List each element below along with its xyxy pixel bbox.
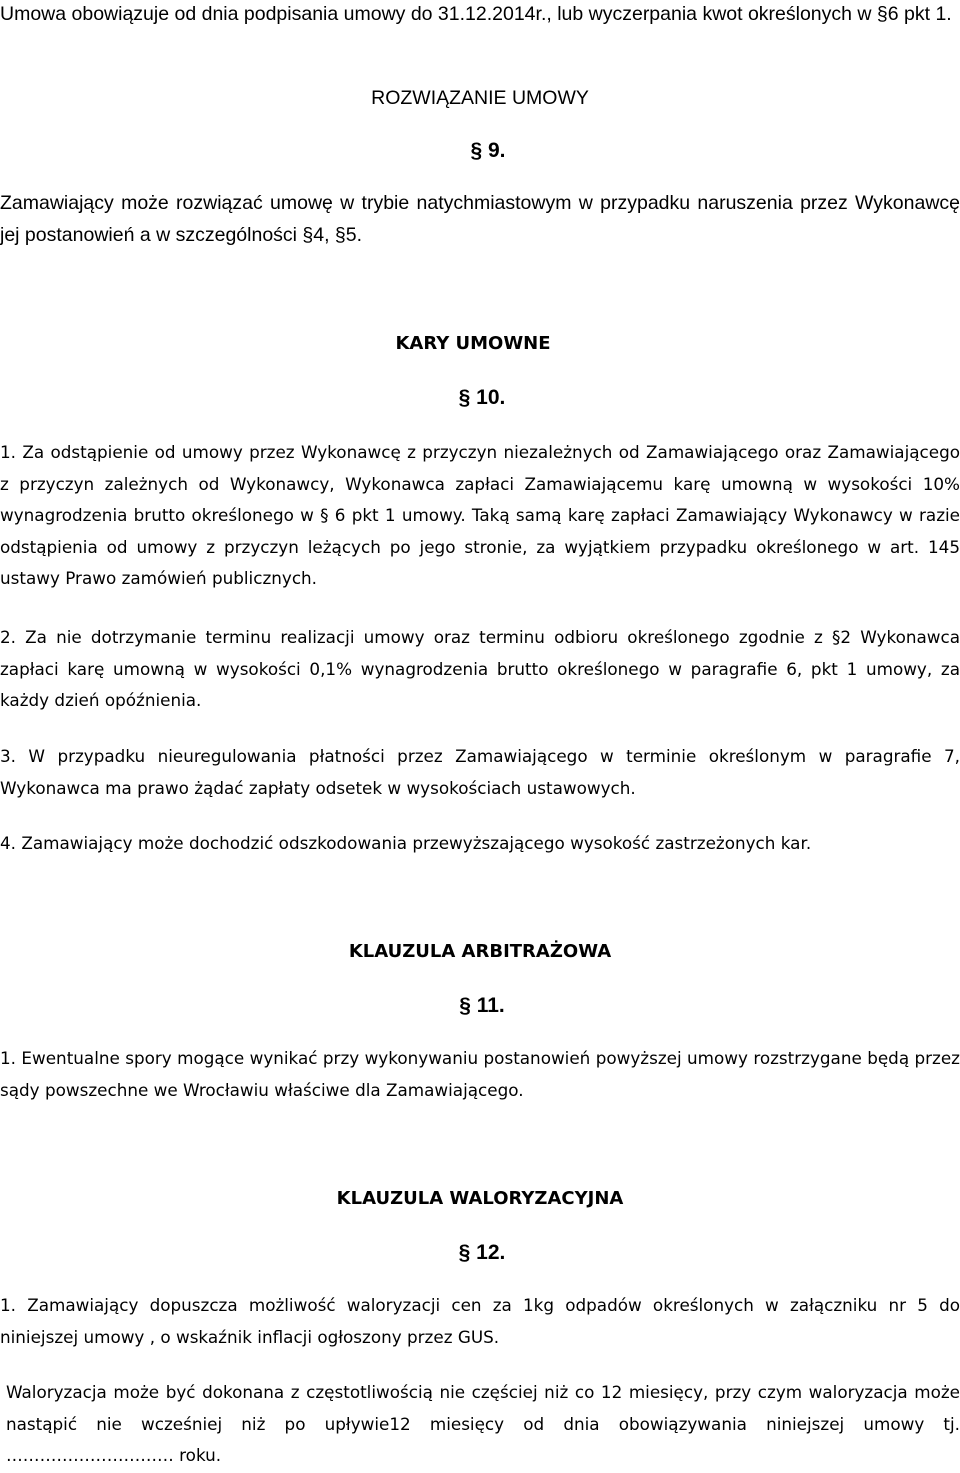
section-heading-penalties: KARY UMOWNE (395, 333, 551, 354)
arbitration-item-1: 1. Ewentualne spory mogące wynikać przy wykonywaniu postanowień powyższej umowy rozstrzygane będą przez sądy powszechne we Wrocławiu właściwe dla Zamawiającego. (0, 1048, 960, 1100)
section-heading-valorization: KLAUZULA WALORYZACYJNA (336, 1188, 624, 1209)
paragraph-number-12: § 12. (458, 1241, 506, 1264)
paragraph-number-10: § 10. (458, 386, 506, 409)
intro-paragraph: Umowa obowiązuje od dnia podpisania umowy do 31.12.2014r., lub wyczerpania kwot określonych w §6 pkt 1. (0, 3, 952, 25)
valorization-item-1: 1. Zamawiający dopuszcza możliwość waloryzacji cen za 1kg odpadów określonych w załączniku nr 5 do niniejszej umowy , o wskaźnik inflacji ogłoszony przez GUS. (0, 1295, 960, 1347)
paragraph-number-11: § 11. (459, 994, 505, 1017)
penalty-item-4: 4. Zamawiający może dochodzić odszkodowania przewyższającego wysokość zastrzeżonych kar. (0, 833, 812, 853)
section-heading-arbitration: KLAUZULA ARBITRAŻOWA (348, 941, 612, 962)
paragraph-number-9: § 9. (470, 139, 506, 162)
penalty-item-3: 3. W przypadku nieuregulowania płatności przez Zamawiającego w terminie określonym w paragrafie 7, Wykonawca ma prawo żądać zapłaty odsetek w wysokościach ustawowych. (0, 746, 960, 798)
termination-paragraph: Zamawiający może rozwiązać umowę w trybie natychmiastowym w przypadku naruszenia przez Wykonawcę jej postanowień a w szczególności §4, §5. (0, 192, 960, 246)
valorization-item-2: Waloryzacja może być dokonana z częstotliwością nie częściej niż co 12 miesięcy, przy czym waloryzacja może nastąpić nie wcześniej niż po upływie12 miesięcy od dnia obowiązywania niniejszej umowy tj. ………………………… roku. (6, 1382, 960, 1465)
penalty-item-1: 1. Za odstąpienie od umowy przez Wykonawcę z przyczyn niezależnych od Zamawiającego oraz Zamawiającego z przyczyn zależnych od Wykonawcy, Wykonawca zapłaci Zamawiającemu karę umowną w wysokości 10% wynagrodzenia brutto określonego w § 6 pkt 1 umowy. Taką samą karę zapłaci Zamawiający Wykonawcy w razie odstąpienia od umowy z przyczyn leżących po jego stronie, za wyjątkiem przypadku określonego w art. 145 ustawy Prawo zamówień publicznych. (0, 442, 960, 588)
section-heading-termination: ROZWIĄZANIE UMOWY (371, 87, 589, 109)
penalty-item-2: 2. Za nie dotrzymanie terminu realizacji umowy oraz terminu odbioru określonego zgodnie z §2 Wykonawca zapłaci karę umowną w wysokości 0,1% wynagrodzenia brutto określonego w paragrafie 6, pkt 1 umowy, za każdy dzień opóźnienia. (0, 627, 960, 710)
